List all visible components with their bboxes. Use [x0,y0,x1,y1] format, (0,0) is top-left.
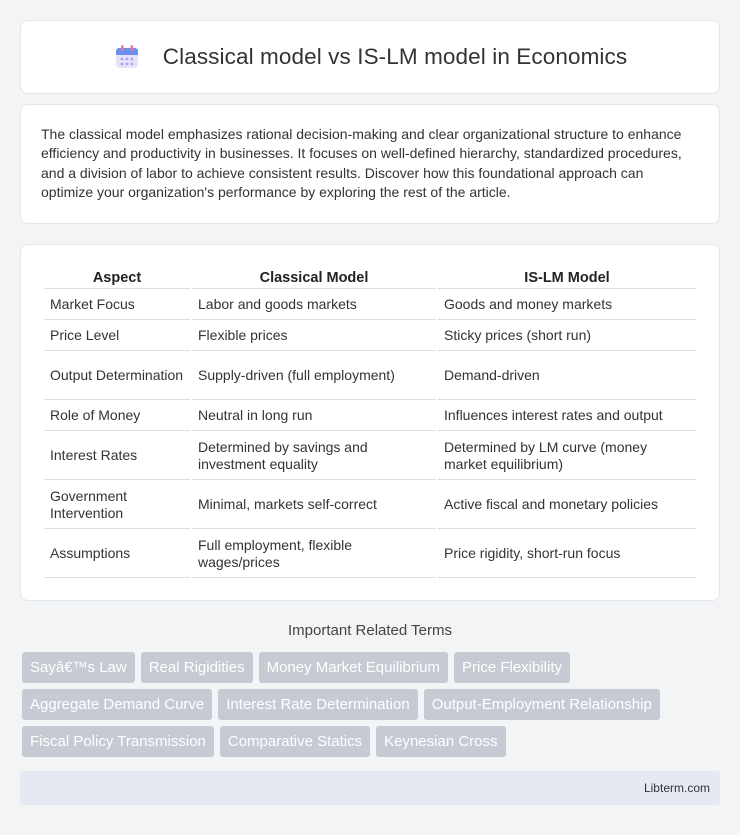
term-tag[interactable]: Comparative Statics [220,726,370,757]
table-row [44,482,696,529]
table-cell: Interest Rates [44,433,190,480]
column-header: IS-LM Model [438,267,696,289]
column-header: Aspect [44,267,190,289]
table-cell: Labor and goods markets [192,291,436,320]
term-tag[interactable]: Aggregate Demand Curve [22,689,212,720]
term-tag[interactable]: Interest Rate Determination [218,689,417,720]
table-cell: Sticky prices (short run) [438,322,696,351]
table-cell: Influences interest rates and output [438,402,696,431]
comparison-table [42,265,698,580]
footer-site-link[interactable]: Libterm.com [643,781,710,795]
term-tag[interactable]: Money Market Equilibrium [259,652,448,683]
table-cell: Determined by savings and investment equality [192,433,436,480]
term-tag[interactable]: Keynesian Cross [376,726,505,757]
table-row [44,531,696,578]
table-row [44,433,696,480]
table-cell: Determined by LM curve (money market equilibrium) [438,433,696,480]
term-tag[interactable]: Price Flexibility [454,652,570,683]
table-cell: Supply-driven (full employment) [192,353,436,400]
title-card [20,20,720,94]
column-header: Classical Model [192,267,436,289]
term-tag[interactable]: Real Rigidities [141,652,253,683]
table-cell: Assumptions [44,531,190,578]
table-cell: Price Level [44,322,190,351]
page-title: Classical model vs IS-LM model in Economics [162,44,628,69]
table-cell: Goods and money markets [438,291,696,320]
comparison-table-card [20,244,720,601]
term-tag[interactable]: Sayâ€™s Law [22,652,135,683]
related-terms-title: Important Related Terms [288,622,452,639]
table-header-row [44,267,696,289]
table-cell: Government Intervention [44,482,190,529]
table-row [44,353,696,400]
table-row [44,291,696,320]
table-cell: Role of Money [44,402,190,431]
table-cell: Price rigidity, short-run focus [438,531,696,578]
table-cell: Demand-driven [438,353,696,400]
intro-text: The classical model emphasizes rational decision-making and clear organizational structure to enhance efficiency and productivity in businesses. It focuses on well-defined hierarchy, standardized procedures, and a division of labor to achieve consistent results. Discover how this foundational approach can optimize your organization's performance by exploring the rest of the article. [41,126,682,201]
table-cell: Full employment, flexible wages/prices [192,531,436,578]
term-tag[interactable]: Fiscal Policy Transmission [22,726,214,757]
intro-card [20,104,720,224]
table-row [44,322,696,351]
table-cell: Flexible prices [192,322,436,351]
table-cell: Market Focus [44,291,190,320]
related-terms-list [22,652,722,763]
table-cell: Output Determination [44,353,190,400]
table-cell: Neutral in long run [192,402,436,431]
term-tag[interactable]: Output-Employment Relationship [424,689,660,720]
table-cell: Minimal, markets self-correct [192,482,436,529]
table-cell: Active fiscal and monetary policies [438,482,696,529]
calendar-icon [113,43,141,71]
table-row [44,402,696,431]
footer [20,771,720,805]
